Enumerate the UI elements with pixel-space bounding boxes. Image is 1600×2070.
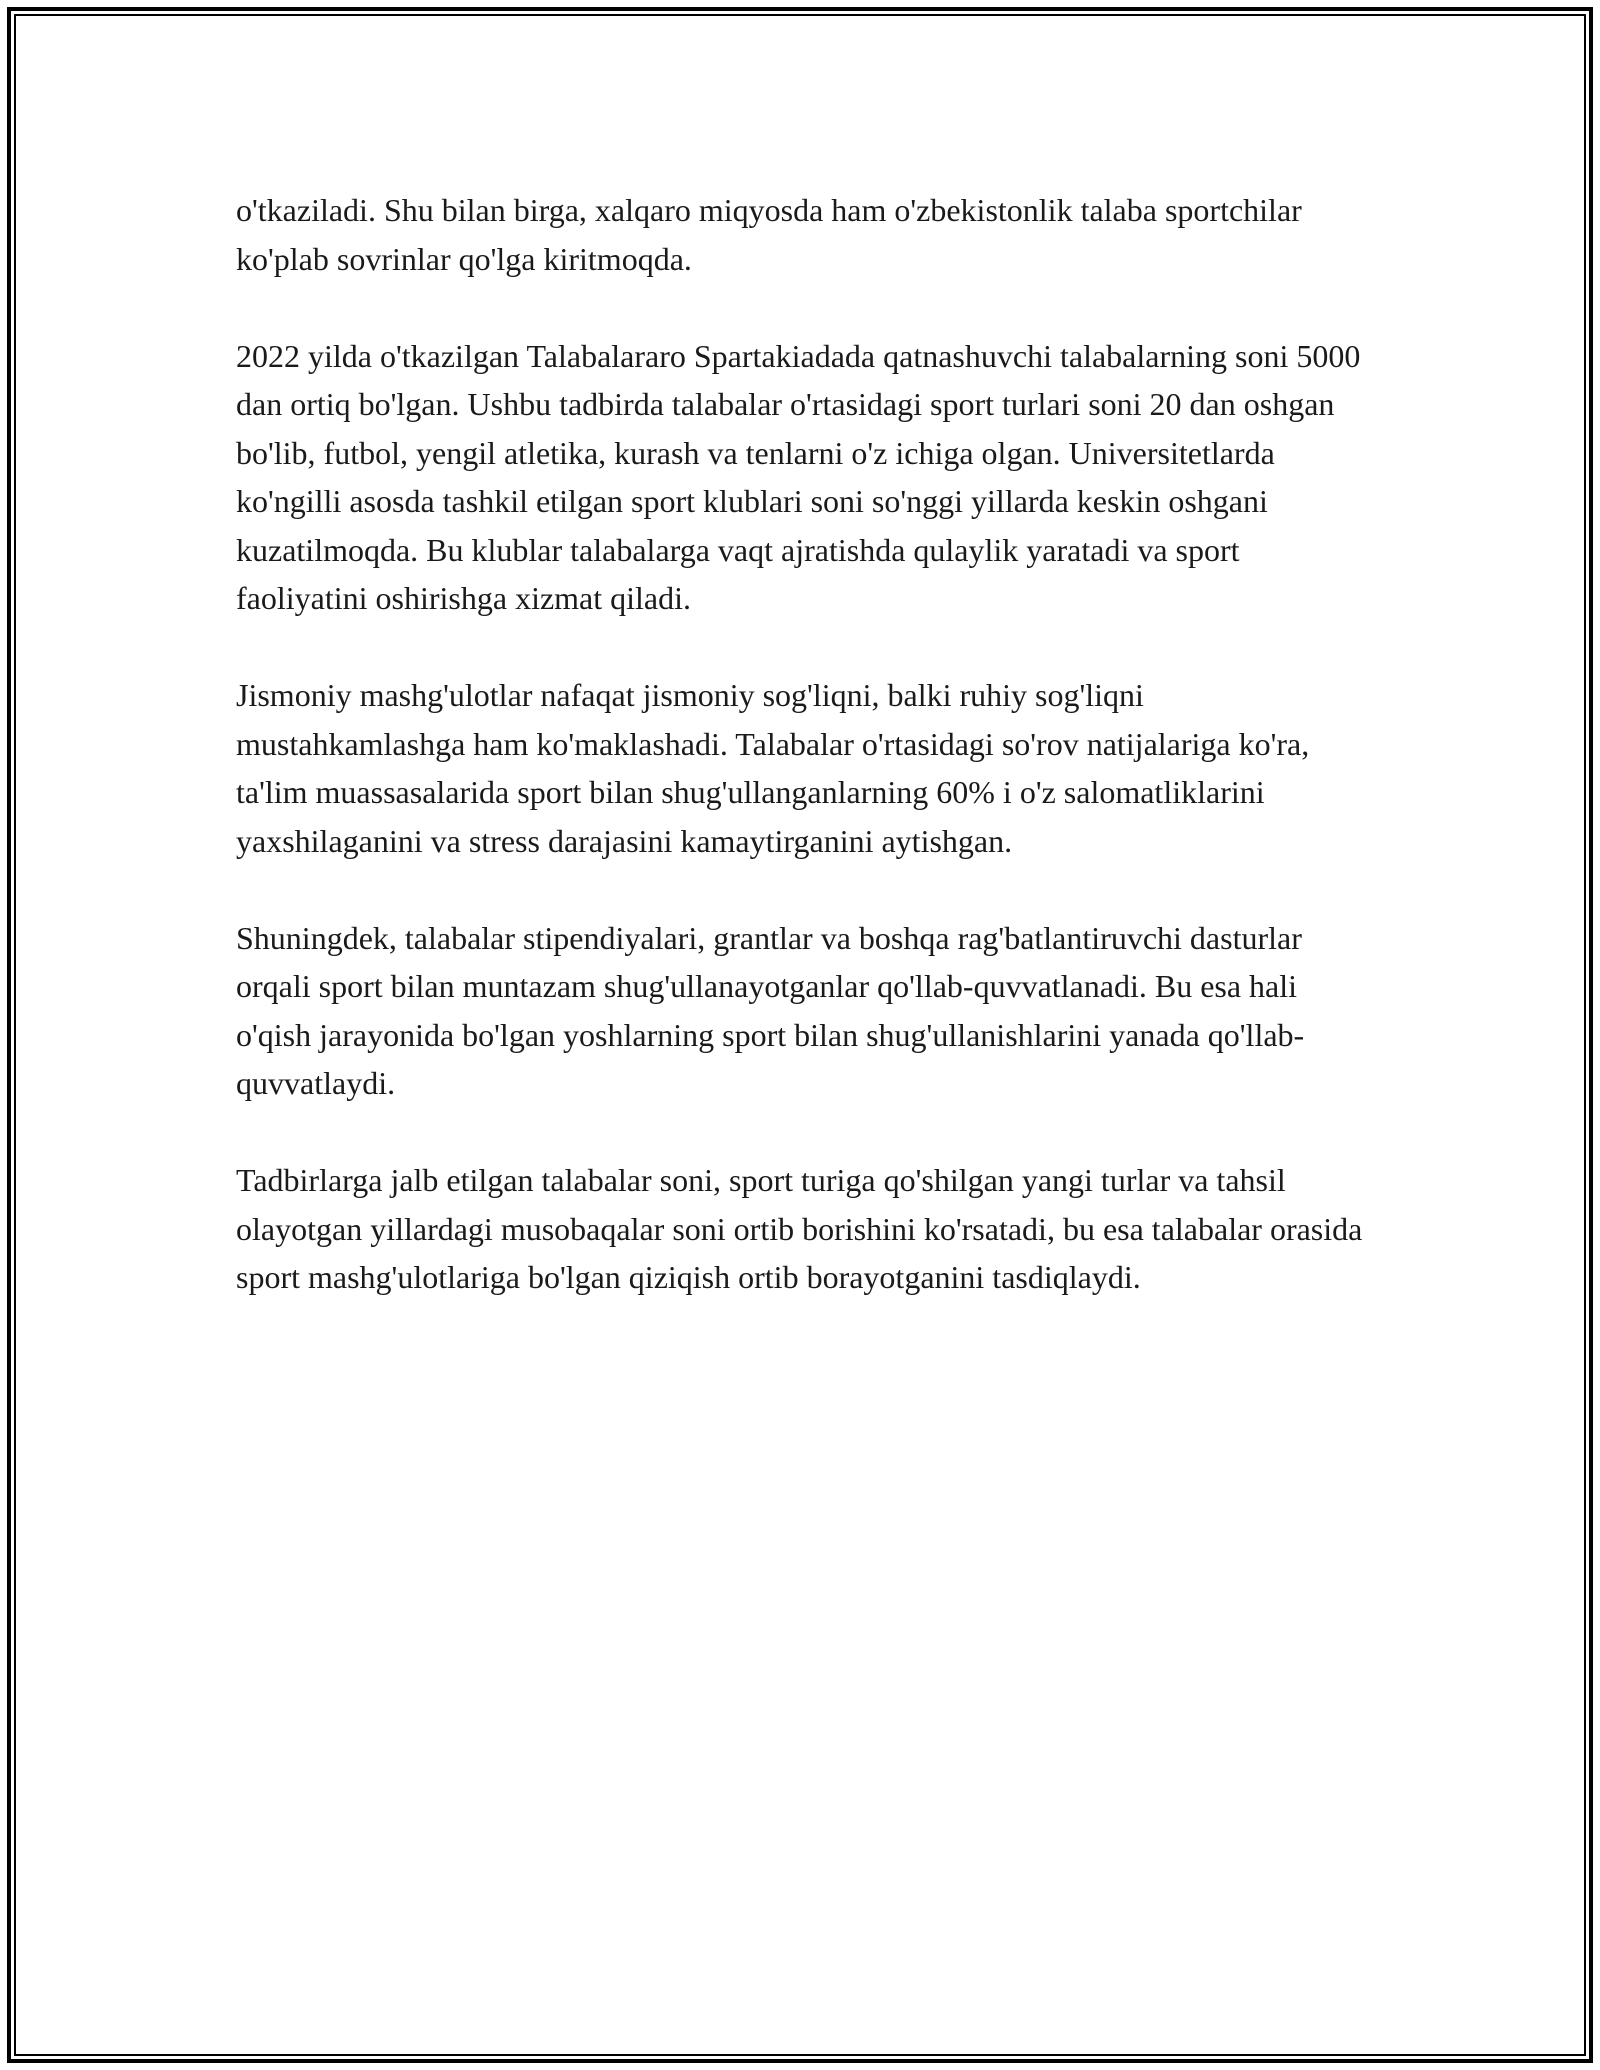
paragraph-5: Tadbirlarga jalb etilgan talabalar soni, sport turiga qo'shilgan yangi turlar va tahsil olayotgan yillardagi musobaqalar soni ortib borishini ko'rsatadi, bu esa talabalar orasida sport mashg'ulotlariga bo'lgan qiziqish ortib borayotganini tasdiqlaydi. <box>236 1162 1363 1295</box>
paragraph-4: Shuningdek, talabalar stipendiyalari, grantlar va boshqa rag'batlantiruvchi dasturlar orqali sport bilan muntazam shug'ullanayotganlar qo'llab-quvvatlanadi. Bu esa hali o'qish jarayonida bo'lgan yoshlarning sport bilan shug'ullanishlarini yanada qo'llab-quvvatlaydi. <box>236 919 1305 1101</box>
paragraph-2: 2022 yilda o'tkazilgan Talabalararo Spartakiadada qatnashuvchi talabalarning soni 5000 dan ortiq bo'lgan. Ushbu tadbirda talabalar o'rtasidagi sport turlari soni 20 dan oshgan bo'lib, futbol, yengil atletika, kurash va tenlarni o'z ichiga olgan. Universitetlarda ko'ngilli asosda tashkil etilgan sport klublari soni so'nggi yillarda keskin oshgani kuzatilmoqda. Bu klublar talabalarga vaqt ajratishda qulaylik yaratadi va sport faoliyatini oshirishga xizmat qiladi. <box>236 337 1361 616</box>
document-body <box>236 186 1376 1350</box>
paragraph-3: Jismoniy mashg'ulotlar nafaqat jismoniy sog'liqni, balki ruhiy sog'liqni mustahkamlashga ham ko'maklashadi. Talabalar o'rtasidagi so'rov natijalariga ko'ra, ta'lim muassasalarida sport bilan shug'ullanganlarning 60% i o'z salomatliklarini yaxshilaganini va stress darajasini kamaytirganini aytishgan. <box>236 677 1310 859</box>
paragraph-1: o'tkaziladi. Shu bilan birga, xalqaro miqyosda ham o'zbekistonlik talaba sportchilar ko'plab sovrinlar qo'lga kiritmoqda. <box>236 192 1302 277</box>
